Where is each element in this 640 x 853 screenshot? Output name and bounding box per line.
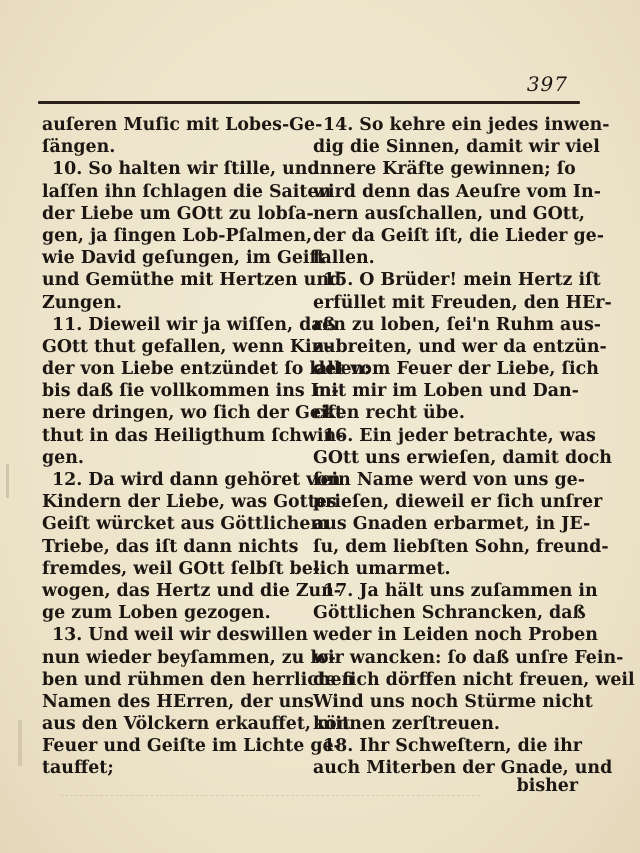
text-line: ſein Name werd von uns ge- [313, 470, 585, 490]
page-number: 397 [526, 72, 568, 96]
text-line: Wind uns noch Stürme nicht [313, 691, 593, 712]
left-column [42, 114, 371, 780]
text-line: der Liebe um GOtt zu lobſa- [42, 203, 314, 224]
text-line: der von Liebe entzündet ſo lallen: [42, 359, 371, 380]
text-line: 15. O Brüder! mein Hertz iſt [323, 270, 601, 291]
text-line: GOtt uns erwieſen, damit doch [313, 447, 612, 468]
footer-guide [60, 795, 480, 797]
text-line: wie David geſungen, im Geiſt [42, 248, 326, 269]
text-line: 18. Ihr Schweſtern, die ihr [323, 736, 582, 757]
text-line: GOtt thut gefallen, wenn Kin- [42, 336, 332, 357]
text-line: aus Gnaden erbarmet, in JE- [313, 514, 591, 535]
text-line: auſeren Muſic mit Lobes-Ge- [42, 115, 323, 135]
text-line: innere Kräfte gewinnen; ſo [313, 159, 576, 180]
text-line: Geiſt würcket aus Göttlichem [42, 514, 329, 535]
text-line: lich umarmet. [313, 558, 451, 579]
text-line: tauffet; [42, 758, 114, 779]
text-line: weder in Leiden noch Proben [313, 625, 598, 646]
text-line: Namen des HErren, der uns [42, 691, 314, 712]
text-line: nern ausſchallen, und GOtt, [313, 203, 585, 224]
text-line: fremdes, weil GOtt ſelbſt be- [42, 558, 320, 579]
text-line: 13. Und weil wir deswillen [52, 625, 308, 646]
text-line: thut in das Heiligthum ſchwin- [42, 425, 344, 446]
text-line: de ſich dörffen nicht freuen, weil [313, 669, 635, 690]
text-line: bis daß ſie vollkommen ins In- [42, 381, 339, 402]
text-line: ge zum Loben gezogen. [42, 603, 271, 624]
ink-bleed-mark [6, 464, 9, 498]
text-line: auch Miterben der Gnade, und [313, 758, 613, 779]
text-line: det vom Feuer der Liebe, ſich [313, 359, 599, 380]
text-line: prieſen, dieweil er ſich unſrer [313, 492, 603, 513]
text-line: erfüllet mit Freuden, den HEr- [313, 292, 612, 313]
text-line: ren zu loben, ſei'n Ruhm aus- [313, 314, 601, 335]
text-line: wird denn das Aeuſre vom In- [313, 181, 601, 202]
text-line: Triebe, das iſt dann nichts [42, 536, 299, 557]
text-line: Kindern der Liebe, was Gottes [42, 492, 337, 513]
text-line: 17. Ja hält uns zuſammen in [323, 580, 598, 601]
text-line: 11. Dieweil wir ja wiſſen, daß [52, 314, 336, 335]
text-line: 12. Da wird dann gehöret von [52, 470, 341, 490]
text-line: ben und rühmen den herrlichen [42, 669, 355, 690]
text-line: 10. So halten wir ſtille, und [52, 159, 320, 180]
text-line: ſängen. [42, 137, 116, 158]
header-rule [38, 101, 580, 104]
text-line: laſſen ihn ſchlagen die Saiten [42, 181, 332, 202]
text-line: Zungen. [42, 292, 122, 313]
right-column [313, 114, 635, 780]
text-line: 16. Ein jeder betrachte, was [323, 425, 596, 446]
text-line: aus den Völckern erkauffet, mit [42, 714, 351, 735]
text-line: wir wancken: ſo daß unſre Fein- [313, 647, 624, 668]
text-line: cken recht übe. [313, 403, 465, 424]
ink-bleed-mark [18, 720, 22, 766]
text-line: können zerſtreuen. [313, 714, 500, 735]
text-line: mit mir im Loben und Dan- [313, 381, 579, 402]
text-line: fallen. [313, 248, 375, 269]
text-line: der da Geiſt iſt, die Lieder ge- [313, 225, 604, 246]
text-line: gen. [42, 447, 84, 468]
text-line: dig die Sinnen, damit wir viel [313, 137, 600, 158]
text-line: wogen, das Hertz und die Zun- [42, 580, 342, 601]
text-line: nun wieder beyſammen, zu lo- [42, 647, 336, 668]
text-line: zubreiten, und wer da entzün- [313, 336, 607, 357]
catchword: bisher [516, 776, 578, 796]
text-line: und Gemüthe mit Hertzen und [42, 270, 342, 291]
text-line: ſu, dem liebſten Sohn, freund- [313, 536, 609, 557]
text-line: 14. So kehre ein jedes inwen- [323, 115, 610, 135]
text-line: Göttlichen Schrancken, daß [313, 603, 586, 624]
text-line: Feuer und Geiſte im Lichte ge- [42, 736, 341, 757]
text-line: gen, ja ſingen Lob-Pſalmen, [42, 225, 313, 246]
text-line: nere dringen, wo ſich der Geiſt [42, 403, 344, 424]
